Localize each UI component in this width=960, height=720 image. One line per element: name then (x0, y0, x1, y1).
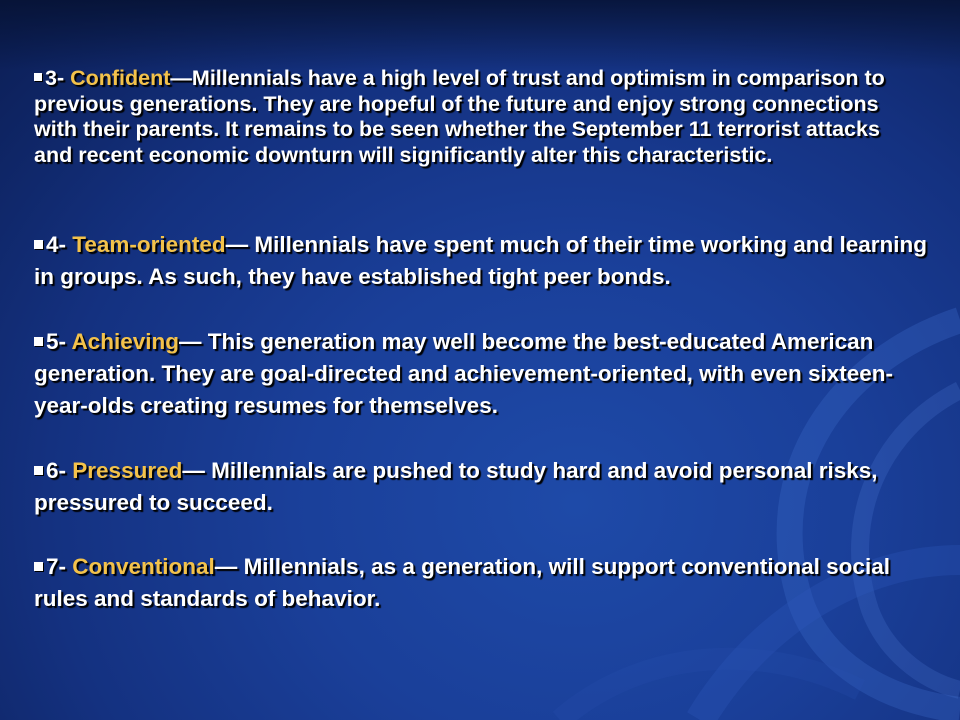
bullet-marker (34, 73, 42, 81)
bullet-pressured (34, 455, 934, 519)
bullet-text: Millennials have spent much of their time working and learning in groups. As such, they have established tight peer bonds. (34, 232, 928, 289)
bullet-marker (34, 466, 43, 475)
bullet-dash: — (178, 329, 202, 354)
bullet-conventional (34, 551, 934, 615)
bullet-marker (34, 562, 43, 571)
bullet-marker (34, 337, 43, 346)
bullet-text: This generation may well become the best-educated American generation. They are goal-directed and achievement-oriented, with even sixteen-year-olds creating resumes for themselves. (34, 329, 893, 418)
bullet-keyword: Conventional (72, 554, 215, 579)
bullet-keyword: Achieving (71, 329, 179, 354)
bullet-text: Millennials are pushed to study hard and avoid personal risks, pressured to succeed. (34, 458, 878, 515)
bullet-achieving (34, 326, 934, 422)
bullet-confident (34, 66, 914, 168)
bullet-dash: — (182, 458, 205, 483)
bullet-dash: — (214, 554, 238, 579)
bullet-text: Millennials have a high level of trust and optimism in comparison to previous generations. They are hopeful of the future and enjoy strong connections with their parents. It remains to be seen whether the September 11 terrorist attacks and recent economic downturn will significantly alter this characteristic. (34, 66, 885, 167)
bullet-keyword: Team-oriented (72, 232, 226, 257)
bullet-marker (34, 240, 43, 249)
bullet-text: Millennials, as a generation, will support conventional social rules and standards of behavior. (34, 554, 890, 611)
bullet-number: 4- (46, 232, 67, 257)
bullet-number: 6- (46, 458, 67, 483)
bullet-keyword: Pressured (72, 458, 183, 483)
bullet-number: 7- (46, 554, 67, 579)
bullet-number: 3- (45, 66, 65, 90)
bullet-dash: — (170, 66, 192, 90)
bullet-team-oriented (34, 229, 934, 293)
bullet-dash: — (225, 232, 249, 257)
bullet-number: 5- (46, 329, 67, 354)
bullet-keyword: Confident (70, 66, 171, 90)
